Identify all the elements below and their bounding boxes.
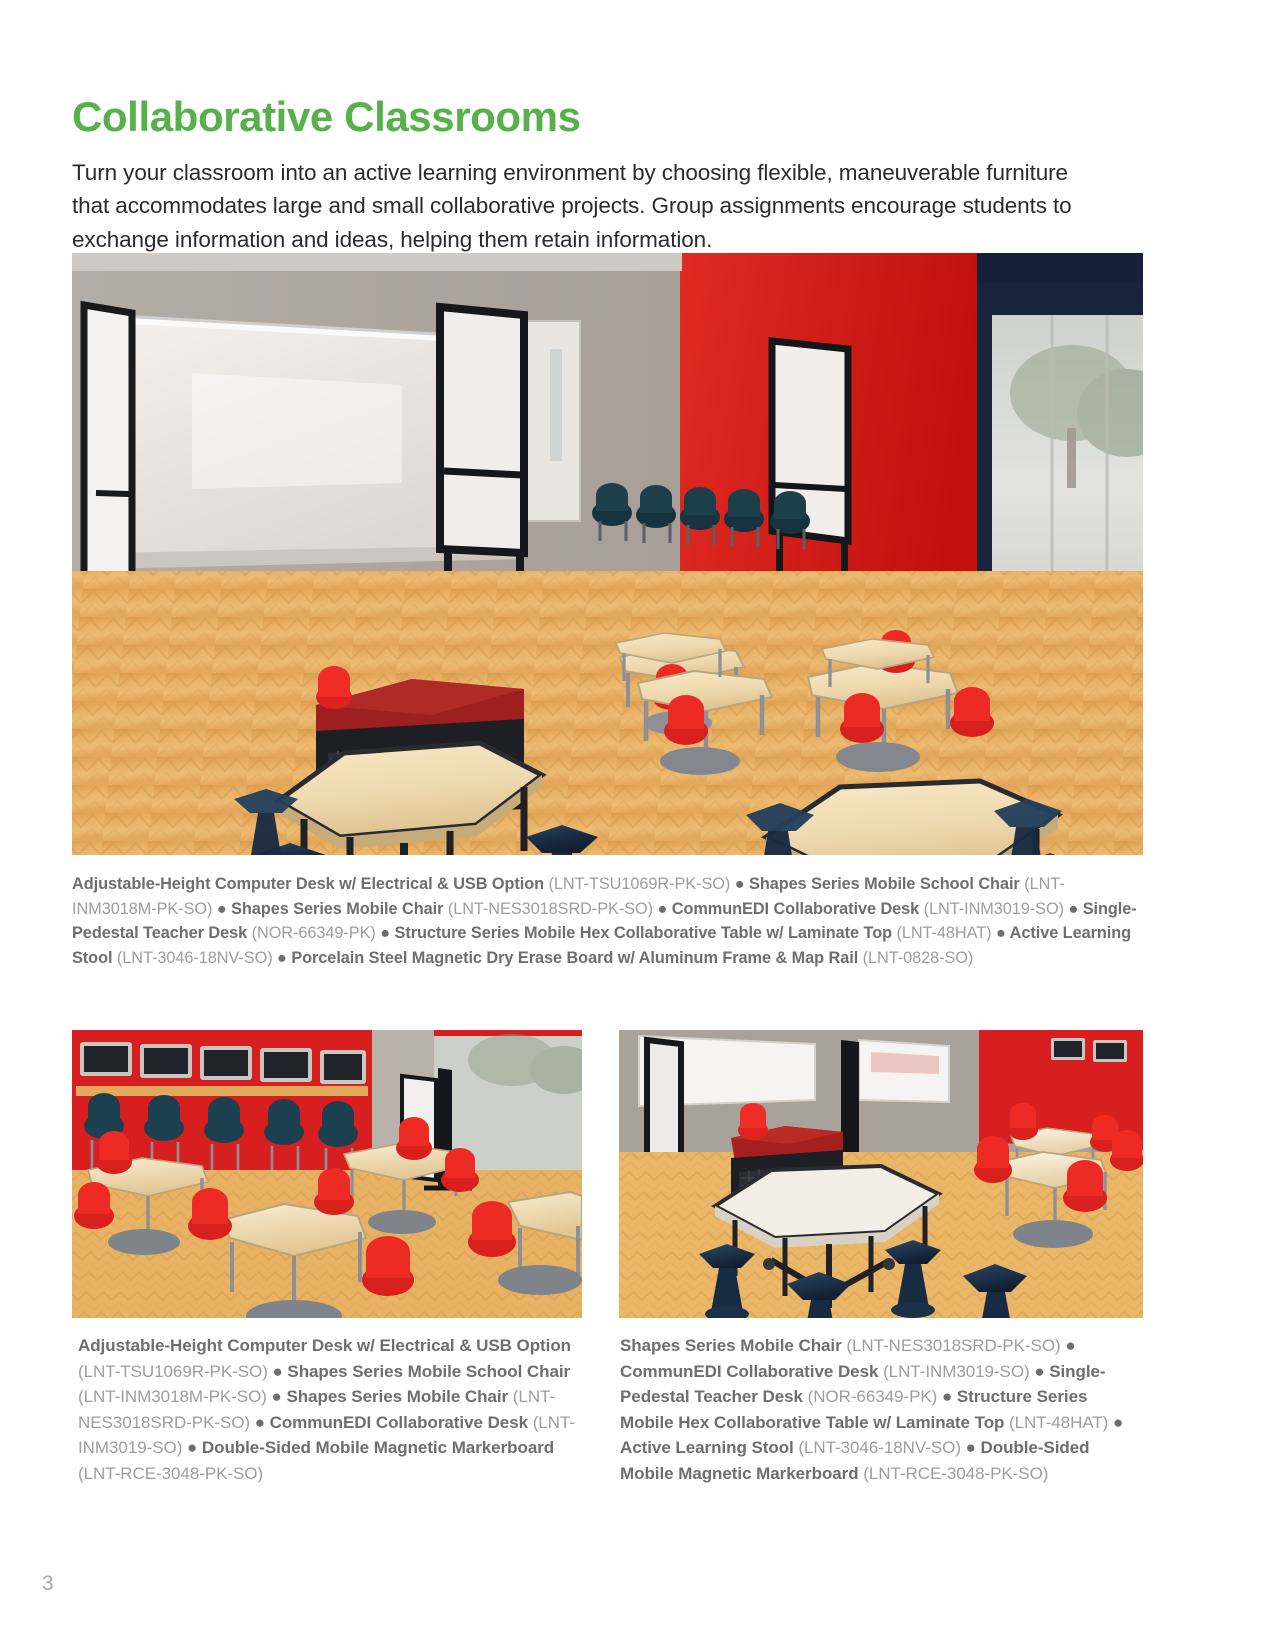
bullet-separator: ● [1060,1336,1076,1355]
intro-paragraph: Turn your classroom into an active learning environment by choosing flexible, maneuverable furniture that accommodates large and small collaborative projects. Group assignments encourage students to exchange information and ideas, helping them retain information. [72,159,1072,252]
product-name: Structure Series Mobile Hex Collaborative Table w/ Laminate Top [620,1387,1088,1432]
product-name: Shapes Series Mobile School Chair [287,1361,571,1381]
product-sku: (LNT-RCE-3048-PK-SO) [78,1463,264,1483]
classroom-photo-right [619,1030,1143,1318]
product-sku: (LNT-NES3018SRD-PK-SO) [443,899,654,918]
product-sku: (LNT-TSU1069R-PK-SO) [544,875,731,893]
product-name: Shapes Series Mobile School Chair [749,875,1020,893]
product-sku: (LNT-NES3018SRD-PK-SO) [78,1387,556,1432]
classroom-photo-left [72,1030,582,1318]
bullet-separator: ● [730,875,750,893]
product-sku: (LNT-INM3018M-PK-SO) [78,1387,267,1407]
product-sku: (LNT-3046-18NV-SO) [793,1438,961,1458]
product-name: Structure Series Mobile Hex Collaborative Table w/ Laminate Top [394,924,892,943]
product-name: Single-Pedestal Teacher Desk [72,899,1137,943]
bullet-separator: ● [1029,1361,1050,1381]
bullet-separator: ● [212,899,232,918]
product-name: Shapes Series Mobile Chair [286,1387,509,1407]
product-name: CommunEDI Collaborative Desk [620,1361,879,1381]
bullet-separator: ● [1108,1412,1124,1432]
product-sku: (LNT-INM3019-SO) [919,899,1064,918]
bullet-separator: ● [653,899,672,918]
product-name: Porcelain Steel Magnetic Dry Erase Board w/ Aluminum Frame & Map Rail [291,948,859,967]
product-name: Active Learning Stool [72,924,1132,967]
bullet-separator: ● [991,924,1010,943]
product-name: Shapes Series Mobile Chair [231,899,444,918]
bullet-separator: ● [182,1438,202,1458]
page-title: Collaborative Classrooms [72,93,581,141]
product-name: CommunEDI Collaborative Desk [671,899,920,918]
product-sku: (LNT-INM3019-SO) [78,1412,575,1458]
bullet-separator: ● [960,1438,981,1458]
product-name: Single-Pedestal Teacher Desk [620,1361,1106,1407]
product-sku: (LNT-NES3018SRD-PK-SO) [841,1336,1061,1355]
bullet-separator: ● [250,1412,270,1432]
product-sku: (LNT-3046-18NV-SO) [112,948,273,967]
product-sku: (LNT-INM3018M-PK-SO) [72,875,1065,918]
product-sku: (LNT-48HAT) [1004,1412,1109,1432]
product-name: Shapes Series Mobile Chair [620,1336,842,1355]
product-sku: (NOR-66349-PK) [802,1387,938,1407]
bullet-separator: ● [937,1387,957,1407]
product-sku: (LNT-RCE-3048-PK-SO) [858,1463,1049,1483]
product-sku: (LNT-INM3019-SO) [878,1361,1030,1381]
right-photo-caption [620,1333,1140,1487]
bullet-separator: ● [375,924,395,943]
product-name: CommunEDI Collaborative Desk [269,1412,529,1432]
left-photo-caption [78,1333,578,1487]
product-sku: (NOR-66349-PK) [247,924,376,943]
product-name: Double-Sided Mobile Magnetic Markerboard [201,1438,555,1458]
hero-photo-caption [72,872,1144,970]
product-name: Adjustable-Height Computer Desk w/ Electrical & USB Option [72,875,545,893]
bullet-separator: ● [266,1387,287,1407]
bullet-separator: ● [1063,899,1083,918]
product-name: Active Learning Stool [620,1438,794,1458]
product-sku: (LNT-48HAT) [891,924,992,943]
page-number: 3 [42,1572,54,1595]
bullet-separator: ● [272,948,292,967]
bullet-separator: ● [267,1361,288,1381]
product-name: Double-Sided Mobile Magnetic Markerboard [620,1438,1090,1483]
product-sku: (LNT-0828-SO) [858,948,974,967]
product-name: Adjustable-Height Computer Desk w/ Electrical & USB Option [78,1336,572,1355]
product-sku: (LNT-TSU1069R-PK-SO) [78,1361,268,1381]
hero-classroom-photo [72,253,1143,855]
